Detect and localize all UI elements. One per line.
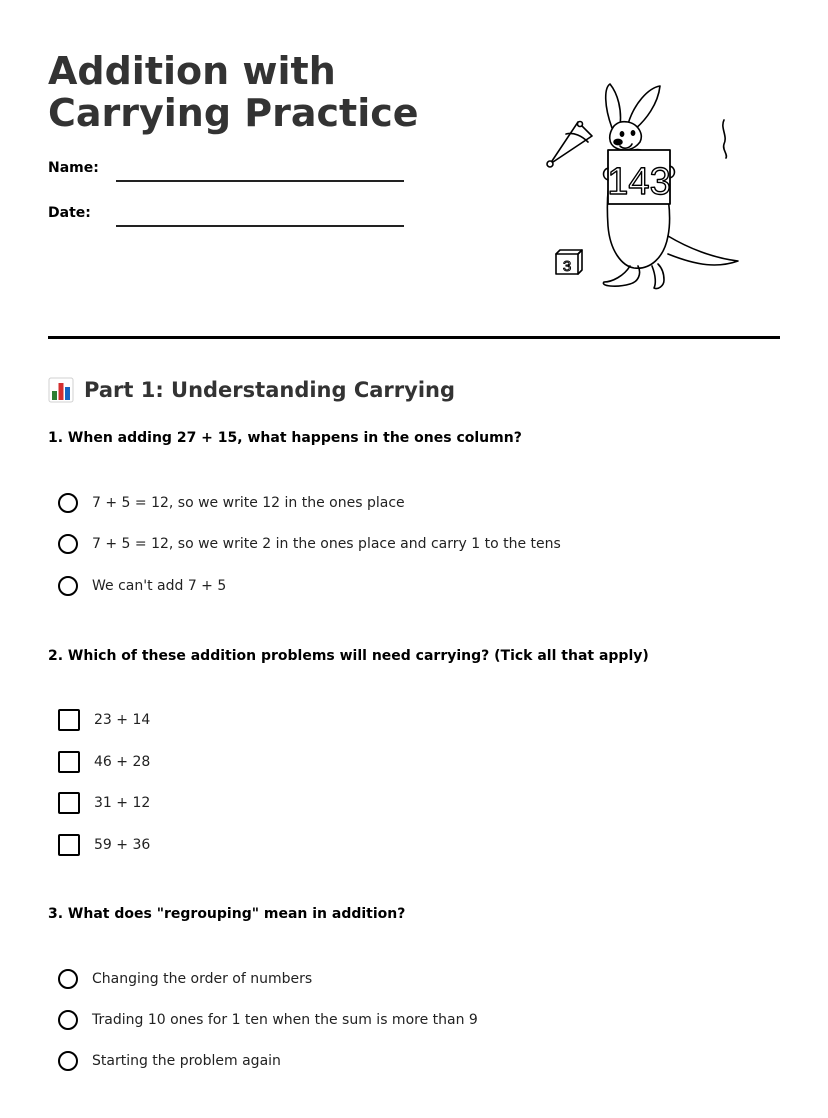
part1-heading [48, 375, 455, 405]
name-write-line[interactable] [116, 180, 404, 182]
radio-button[interactable] [58, 969, 78, 989]
q2-option-c[interactable] [58, 790, 150, 816]
question-1: 1. When adding 27 + 15, what happens in the ones column? [48, 430, 522, 446]
sign-number: 143 [607, 161, 671, 203]
option-label: 23 + 14 [94, 712, 151, 728]
checkbox[interactable] [58, 834, 80, 856]
name-label: Name: [48, 160, 99, 176]
option-label: Trading 10 ones for 1 ten when the sum is more than 9 [92, 1012, 478, 1028]
radio-button[interactable] [58, 1010, 78, 1030]
date-write-line[interactable] [116, 225, 404, 227]
option-label: 46 + 28 [94, 754, 151, 770]
header-divider [48, 336, 780, 339]
q3-option-b[interactable] [58, 1007, 478, 1033]
date-field [48, 205, 408, 235]
radio-button[interactable] [58, 493, 78, 513]
option-label: 7 + 5 = 12, so we write 12 in the ones place [92, 495, 405, 511]
part1-title: Part 1: Understanding Carrying [84, 378, 456, 402]
checkbox[interactable] [58, 751, 80, 773]
page-title: Addition with Carrying Practice [48, 49, 419, 135]
question-3: 3. What does "regrouping" mean in addition? [48, 906, 406, 922]
q3-option-c[interactable] [58, 1048, 281, 1074]
checkbox[interactable] [58, 709, 80, 731]
name-field [48, 160, 408, 190]
q2-option-d[interactable] [58, 832, 150, 858]
checkbox[interactable] [58, 792, 80, 814]
kangaroo-illustration [538, 76, 748, 296]
option-label: Changing the order of numbers [92, 971, 313, 987]
q2-option-b[interactable] [58, 749, 150, 775]
q1-option-b[interactable] [58, 531, 561, 557]
radio-button[interactable] [58, 576, 78, 596]
radio-button[interactable] [58, 1051, 78, 1071]
q1-option-c[interactable] [58, 573, 226, 599]
option-label: 7 + 5 = 12, so we write 2 in the ones place and carry 1 to the tens [92, 536, 561, 552]
question-2: 2. Which of these addition problems will need carrying? (Tick all that apply) [48, 648, 649, 664]
option-label: Starting the problem again [92, 1053, 281, 1069]
radio-button[interactable] [58, 534, 78, 554]
option-label: We can't add 7 + 5 [92, 578, 227, 594]
q2-option-a[interactable] [58, 707, 150, 733]
option-label: 31 + 12 [94, 795, 151, 811]
option-label: 59 + 36 [94, 837, 151, 853]
date-label: Date: [48, 205, 91, 221]
block-number: 3 [562, 258, 572, 275]
q1-option-a[interactable] [58, 490, 405, 516]
q3-option-a[interactable] [58, 966, 312, 992]
bar-chart-icon [48, 377, 74, 403]
